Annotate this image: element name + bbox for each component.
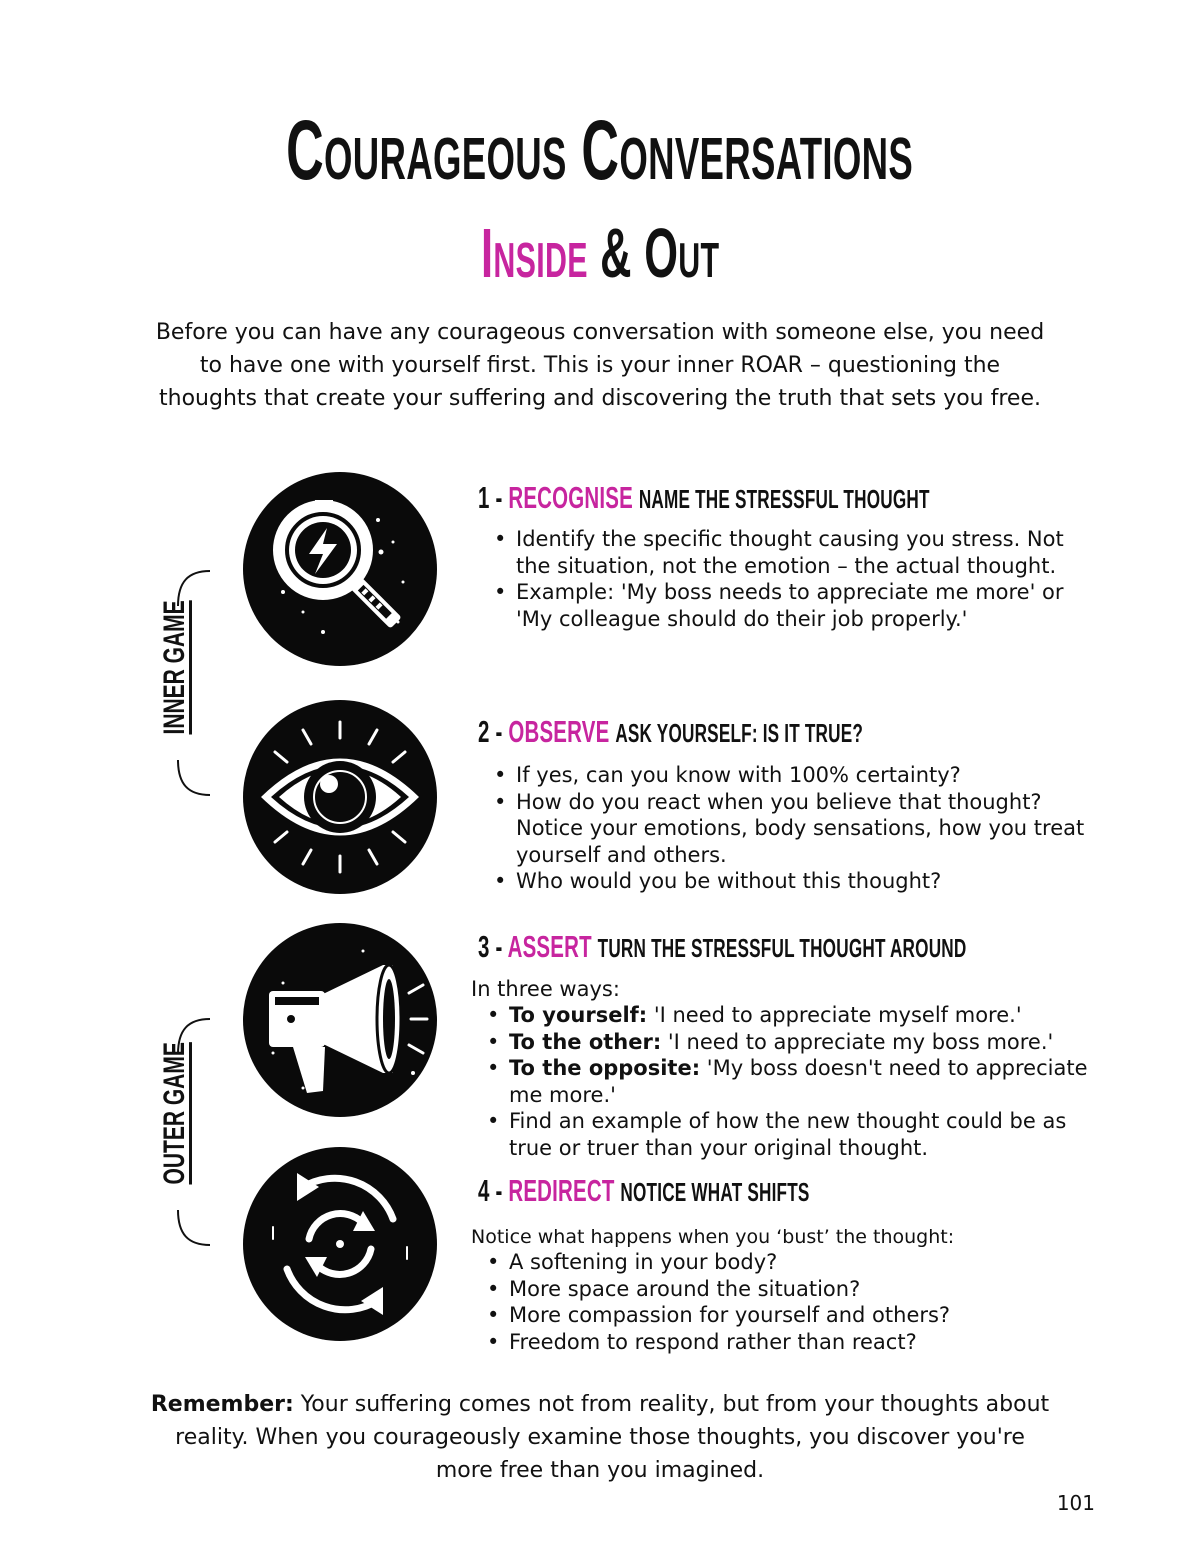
inner-game-bracket-bottom — [170, 758, 214, 798]
eye-icon — [243, 700, 437, 894]
magnifying-glass-icon — [243, 472, 437, 666]
step-2-heading: 2 - OBSERVE ASK YOURSELF: IS IT TRUE? — [478, 714, 864, 749]
list-item: • Example: 'My boss needs to appreciate me more' or 'My colleague should do their job properly.' — [486, 579, 1086, 632]
list-item: • To yourself: 'I need to appreciate myself more.' — [479, 1002, 1099, 1029]
list-item: • How do you react when you believe that thought? Notice your emotions, body sensations, how you treat yourself and others. — [486, 789, 1086, 869]
step-3-bullets — [479, 1002, 1099, 1161]
remember-text: Your suffering comes not from reality, but from your thoughts about reality. When you courageously examine those thoughts, you discover you're more free than you imagined. — [175, 1392, 1050, 1483]
list-item: • If yes, can you know with 100% certainty? — [486, 762, 1086, 789]
list-item: • To the other: 'I need to appreciate my boss more.' — [479, 1029, 1099, 1056]
step-3-lead: In three ways: — [471, 977, 620, 1001]
page-number: 101 — [1056, 1491, 1095, 1515]
step-4-heading: 4 - REDIRECT NOTICE WHAT SHIFTS — [478, 1173, 810, 1208]
list-item: • To the opposite: 'My boss doesn't need to appreciate me more.' — [479, 1055, 1099, 1108]
inner-game-label: INNER GAME — [158, 600, 191, 735]
step-4-bullets — [479, 1249, 1099, 1355]
step-1-heading: 1 - RECOGNISE NAME THE STRESSFUL THOUGHT — [478, 480, 930, 515]
outer-game-label: OUTER GAME — [158, 1042, 191, 1185]
list-item: • Find an example of how the new thought could be as true or truer than your original thought. — [479, 1108, 1099, 1161]
outer-game-bracket-bottom — [170, 1208, 214, 1248]
step-2-bullets — [486, 762, 1086, 895]
step-3-heading: 3 - ASSERT TURN THE STRESSFUL THOUGHT AROUND — [478, 929, 967, 964]
list-item: • More space around the situation? — [479, 1276, 1099, 1303]
page-title — [0, 103, 1200, 197]
step-1-bullets — [486, 526, 1086, 632]
page-title-text: Courageous Conversations — [286, 103, 914, 197]
list-item: • Freedom to respond rather than react? — [479, 1329, 1099, 1356]
list-item: • Identify the specific thought causing you stress. Not the situation, not the emotion – the actual thought. — [486, 526, 1086, 579]
intro-paragraph: Before you can have any courageous conversation with someone else, you need to have one with yourself first. This is your inner ROAR – questioning the thoughts that create your suffering and discovering the truth that sets you free. — [155, 320, 1045, 411]
remember-paragraph — [150, 1388, 1050, 1487]
page-subtitle — [0, 214, 1200, 292]
list-item: • Who would you be without this thought? — [486, 868, 1086, 895]
subtitle-highlight: Inside — [480, 214, 588, 292]
subtitle-rest: & Out — [599, 214, 720, 292]
remember-label: Remember: — [150, 1392, 294, 1417]
cycle-arrows-icon — [243, 1147, 437, 1341]
step-4-lead: Notice what happens when you ‘bust’ the thought: — [471, 1226, 955, 1248]
list-item: • A softening in your body? — [479, 1249, 1099, 1276]
list-item: • More compassion for yourself and others? — [479, 1302, 1099, 1329]
megaphone-icon — [243, 923, 437, 1117]
